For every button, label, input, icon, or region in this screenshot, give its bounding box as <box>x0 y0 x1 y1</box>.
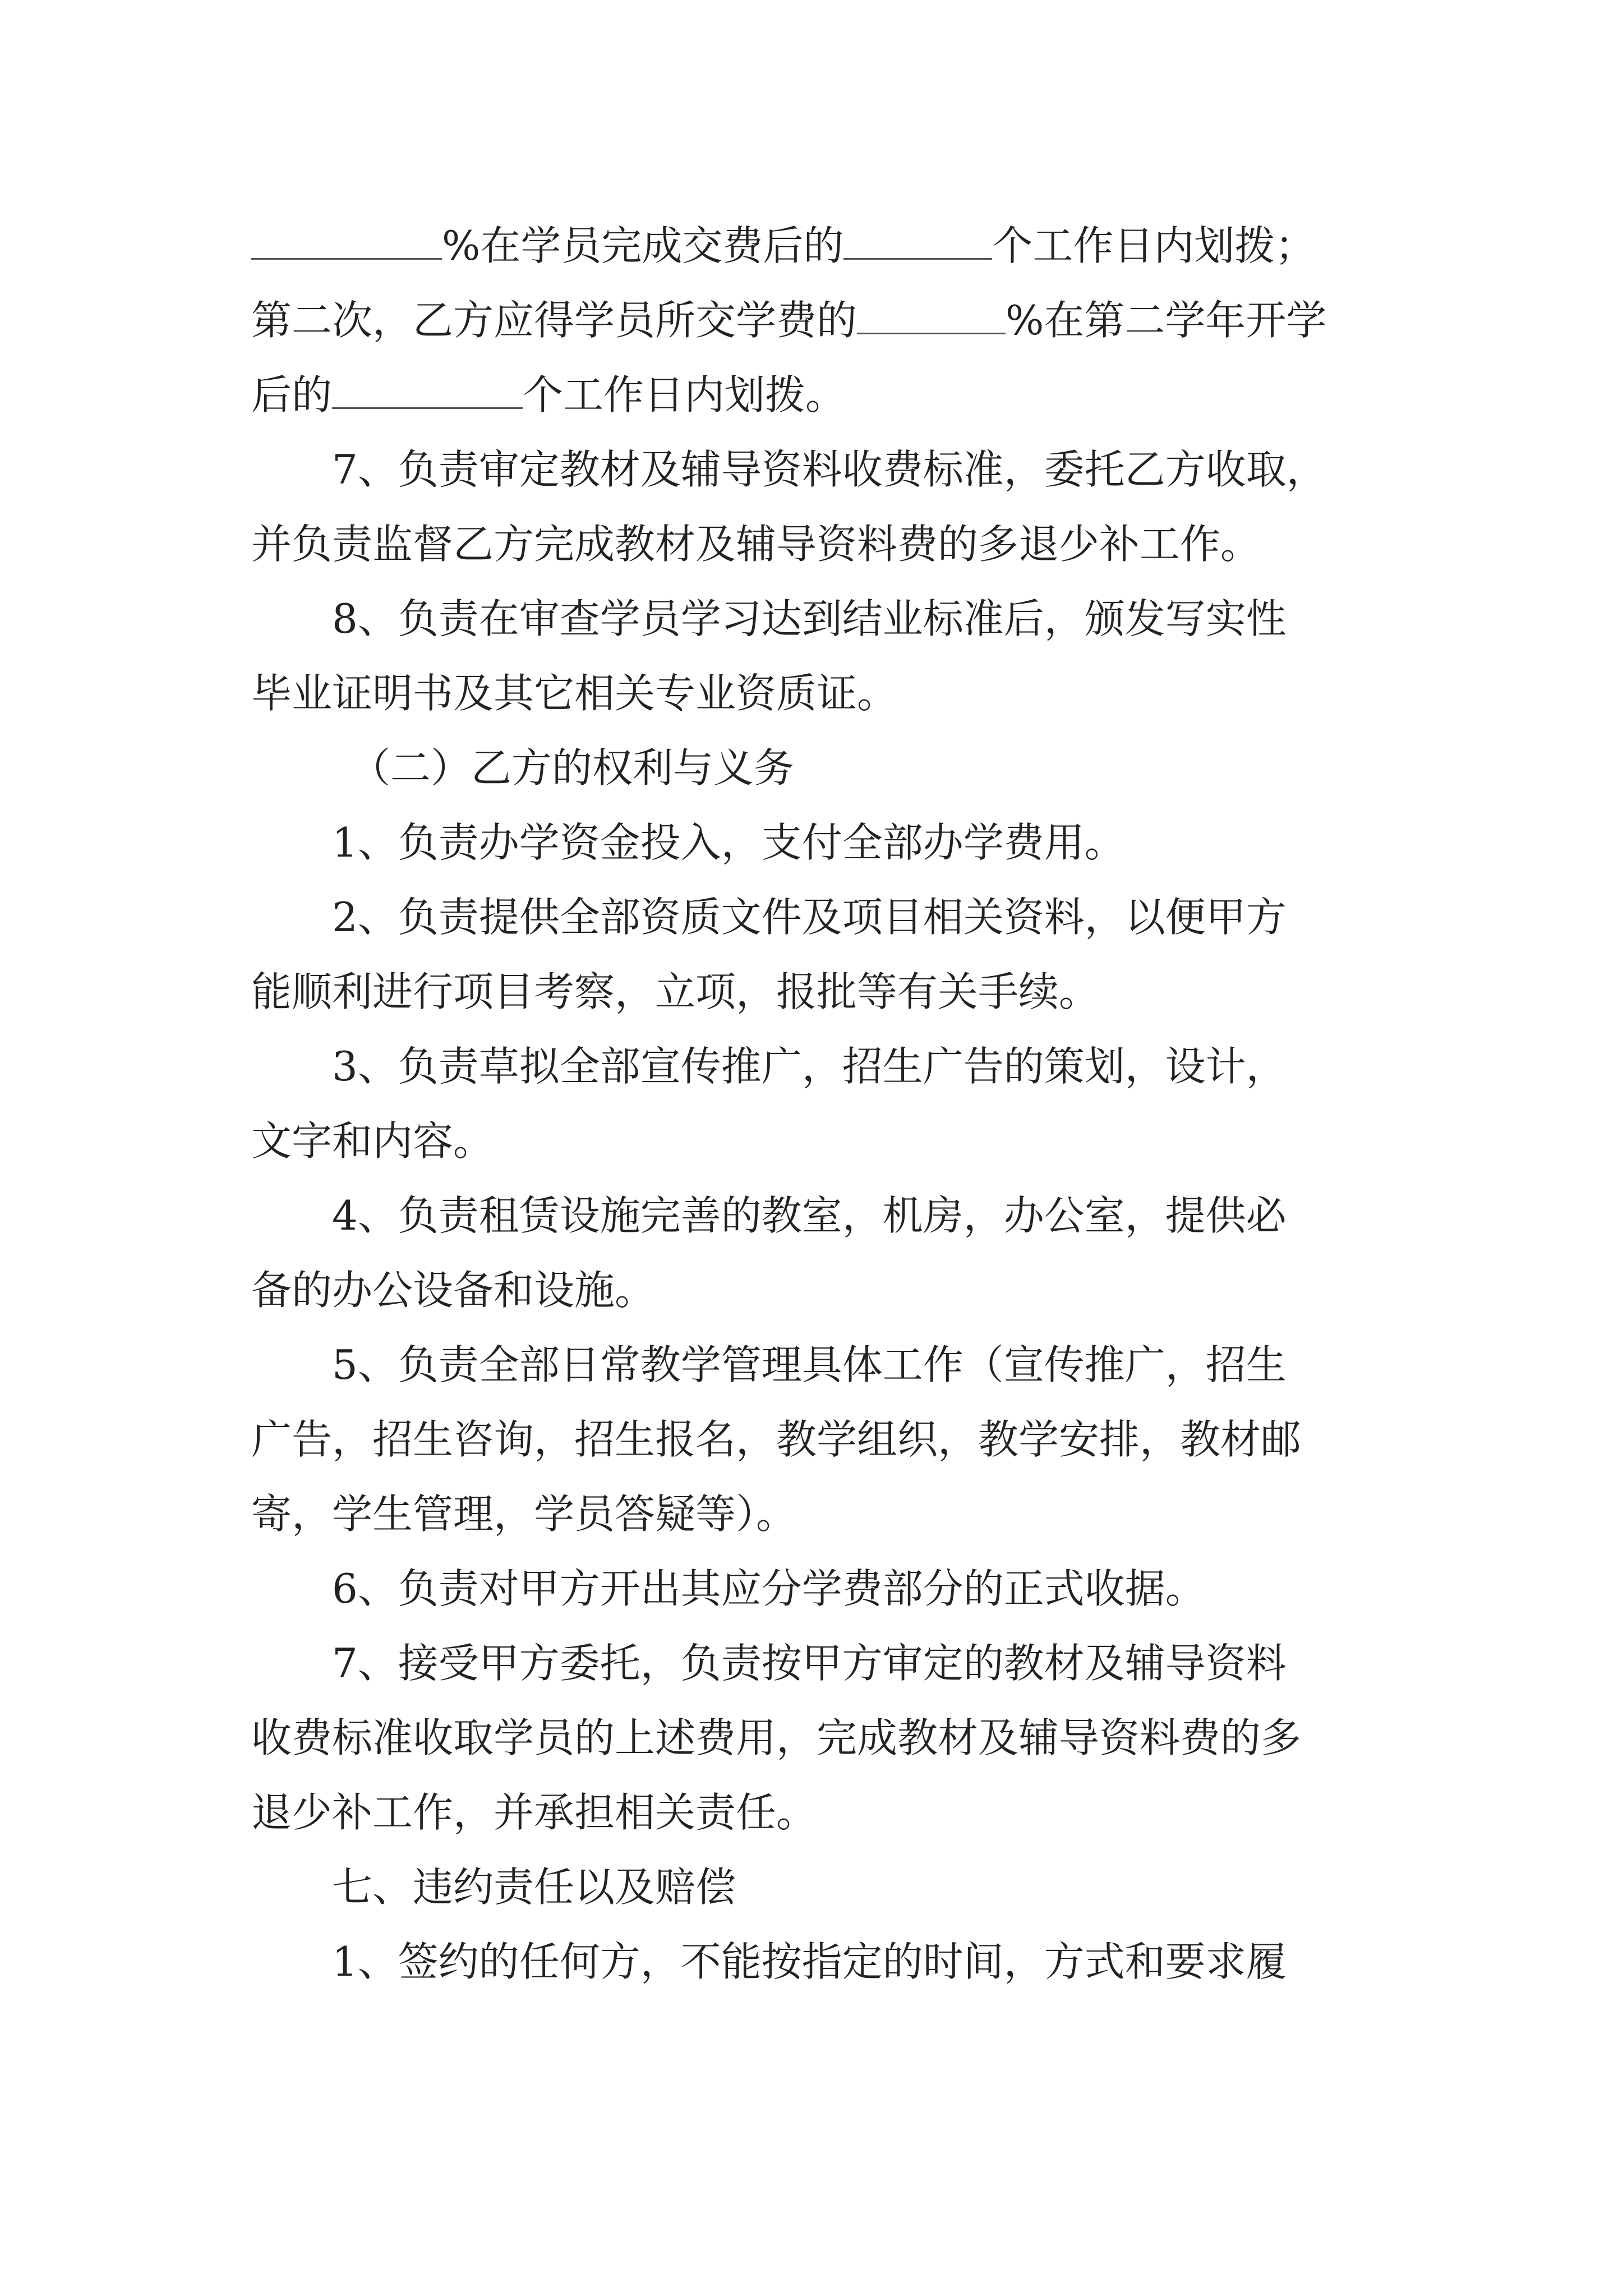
section-heading: 七、违约责任以及赔偿 <box>332 1864 736 1911</box>
text-line: 文字和内容。 <box>251 1117 494 1165</box>
paragraph-line: 7、负责审定教材及辅导资料收费标准，委托乙方收取， <box>332 446 1327 493</box>
fill-in-blank <box>251 223 442 260</box>
text-line <box>251 367 846 423</box>
fill-in-blank <box>843 223 992 260</box>
paragraph-line: 2、负责提供全部资质文件及项目相关资料，以便甲方 <box>332 894 1287 941</box>
text-line <box>251 218 1315 274</box>
fill-in-blank <box>857 298 1006 334</box>
text-line: 备的办公设备和设施。 <box>251 1267 656 1314</box>
paragraph-line: 8、负责在审查学员学习达到结业标准后，颁发写实性 <box>332 595 1287 642</box>
line-text: 第二次，乙方应得学员所交学费的 <box>251 297 857 344</box>
text-line: 收费标准收取学员的上述费用，完成教材及辅导资料费的多 <box>251 1714 1302 1761</box>
fill-in-blank <box>332 372 523 409</box>
text-line: 寄，学生管理，学员答疑等）。 <box>251 1490 797 1538</box>
line-text: 后的 <box>251 371 333 418</box>
text-line: 广告，招生咨询，招生报名，教学组织，教学安排，教材邮 <box>251 1416 1302 1463</box>
paragraph-line: 1、签约的任何方，不能按指定的时间，方式和要求履 <box>332 1938 1287 1985</box>
paragraph-line: 4、负责租赁设施完善的教室，机房，办公室，提供必 <box>332 1192 1287 1239</box>
text-line <box>251 292 1326 348</box>
text-line: 并负责监督乙方完成教材及辅导资料费的多退少补工作。 <box>251 521 1261 568</box>
text-line: 退少补工作，并承担相关责任。 <box>251 1789 817 1836</box>
section-heading: （二）乙方的权利与义务 <box>350 744 795 792</box>
line-text: 个工作日内划拨； <box>992 222 1316 269</box>
line-text: %在第二学年开学 <box>1006 297 1327 344</box>
line-text: 个工作日内划拨。 <box>523 371 846 418</box>
line-text: %在学员完成交费后的 <box>442 222 844 269</box>
paragraph-line: 6、负责对甲方开出其应分学费部分的正式收据。 <box>332 1565 1206 1612</box>
paragraph-line: 1、负责办学资金投入，支付全部办学费用。 <box>332 819 1125 866</box>
text-line: 毕业证明书及其它相关专业资质证。 <box>251 670 898 717</box>
paragraph-line: 5、负责全部日常教学管理具体工作（宣传推广，招生 <box>332 1341 1287 1388</box>
text-line: 能顺利进行项目考察，立项，报批等有关手续。 <box>251 968 1100 1015</box>
paragraph-line: 3、负责草拟全部宣传推广，招生广告的策划，设计， <box>332 1043 1287 1090</box>
paragraph-line: 7、接受甲方委托，负责按甲方审定的教材及辅导资料 <box>332 1640 1287 1687</box>
